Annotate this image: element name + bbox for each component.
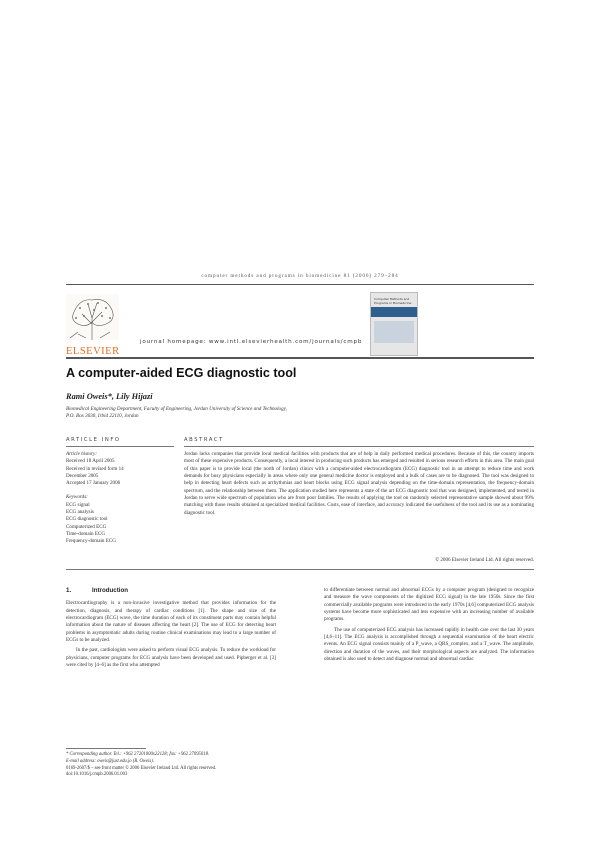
abstract-copyright: © 2006 Elsevier Ireland Ltd. All rights reserved. xyxy=(435,557,534,563)
journal-cover-title: Computer Methods and Programs in Biomedicine xyxy=(374,297,412,305)
introduction-heading xyxy=(66,587,276,594)
keyword-item: Frequency-domain ECG xyxy=(66,538,116,545)
elsevier-wordmark: ELSEVIER xyxy=(66,346,120,357)
doi-note: doi:10.1016/j.cmpb.2006.01.003 xyxy=(66,772,128,778)
keyword-item: ECG signal xyxy=(66,501,90,508)
cover-band xyxy=(371,307,417,317)
email-note: E-mail address: oweis@just.edu.jo (R. Oweis). xyxy=(66,758,154,764)
footnote-rule xyxy=(66,748,146,749)
abstract-rule xyxy=(184,446,534,447)
paragraph: to differentiate between normal and abnormal ECGs by a computer program (designed to recognize and measure the wave components of the digitized ECG signal) in the late 1950s. Since the first commercially available programs were introduced in the early 1970s [4,6] computerized ECG analysis systems have become more sophisticated and less expensive with an increasing number of available programs. xyxy=(324,587,534,623)
intro-left-column xyxy=(66,587,276,672)
article-authors: Rami Oweis*, Lily Hijazi xyxy=(66,392,153,401)
journal-homepage: journal homepage: www.intl.elsevierhealth.com/journals/cmpb xyxy=(140,339,363,345)
article-history-label: Article history: xyxy=(66,451,97,457)
keywords-label: Keywords: xyxy=(66,494,88,501)
elsevier-tree-icon xyxy=(66,294,119,340)
abstract-bottom-rule xyxy=(66,569,534,570)
footnotes xyxy=(66,752,366,779)
keyword-item: ECG diagnostic tool xyxy=(66,516,108,523)
paragraph: Electrocardiography is a non-invasive investigative method that provides information for the detection, diagnosis, and therapy of cardiac conditions [1]. The shape and size of the electrocardiogram (ECG) wave, the time duration of each of its constituent parts may contain helpful information about the nature of diseases affecting the heart [2]. The use of ECG for detecting heart problems in asymptomatic adults during routine clinical examinations may lead to a large number of ECGs to be analyzed. xyxy=(66,600,276,644)
issn-note: 0169-2607/$ – see front matter © 2006 Elsevier Ireland Ltd. All rights reserved. xyxy=(66,765,217,771)
header-top-rule xyxy=(66,284,534,285)
history-item: Received in revised form 14 xyxy=(66,465,124,472)
abstract-text: Jordan lacks companies that provide local medical facilities with products that are of help in daily performed medical procedures. Because of this, the country imports most of these expensive products. Consequently, a local interest in producing such products has emerged and resulted in serious research efforts in this area. The main goal of this paper is to provide local (the north of Jordan) clinics with a computer-aided electrocardiogram (ECG) diagnostic tool in an attempt to reduce time and work demands for busy physicians especially in areas where only one general medicine doctor is employed and a bulk of cases are to be diagnosed. The tool was designed to help in detecting heart defects such as arrhythmias and heart blocks using ECG signal analysis depending on the time-domain representation, the frequency-domain spectrum, and the relationship between them. The application studied here represents a state of the art ECG diagnostic tool that was designed, implemented, and tested in Jordan to serve wide spectrum of population who are from poor families. The results of applying the tool on randomly selected representative sample showed about 99% matching with those results obtained at specialized medical facilities. Costs, ease of interface, and accuracy indicated the usefulness of the tool and its use as a nominating diagnostic tool. xyxy=(184,451,534,516)
journal-citation-line: computer methods and programs in biomedicine 81 (2006) 279–284 xyxy=(201,273,399,279)
cover-panel xyxy=(374,321,414,343)
section-number: 1. xyxy=(66,587,72,594)
history-item: Received 18 April 2005 xyxy=(66,458,115,465)
keyword-item: ECG analysis xyxy=(66,509,94,516)
article-info-rule xyxy=(66,446,174,447)
section-title: Introduction xyxy=(92,587,129,594)
history-item: December 2005 xyxy=(66,472,99,479)
affiliation-line-2: P.O. Box 3030, Irbid 22110, Jordan xyxy=(66,413,139,420)
journal-cover-thumbnail xyxy=(370,292,418,356)
paragraph: The use of computerized ECG analysis has increased rapidly in health care over the last 30 years [4,6–11]. The ECG analysis is accomplished through a sequential examination of the heart electric events. An ECG signal consists mainly of a P_wave, a QRS_complex, and a T_wave. The amplitude, direction and duration of the waves, and their morphological aspects are analyzed. The information obtained is also used to detect and diagnose normal and abnormal cardiac xyxy=(324,626,534,663)
abstract-heading: ABSTRACT xyxy=(184,437,224,443)
history-item: Accepted 17 January 2006 xyxy=(66,480,121,487)
affiliation-line-1: Biomedical Engineering Department, Faculty of Engineering, Jordan University of Science and Technology, xyxy=(66,406,287,412)
paragraph: In the past, cardiologists were asked to perform visual ECG analysis. To reduce the workload for physicians, computer programs for ECG analysis have been developed and used. Pipberger et al. [3] were cited by [4–6] as the first who attempted xyxy=(66,647,276,669)
elsevier-logo xyxy=(66,294,120,357)
corresponding-author-note: * Corresponding author. Tel.: +962 27201000x22128; fax: +962 27095018. xyxy=(66,752,210,757)
article-info-heading: ARTICLE INFO xyxy=(66,437,121,443)
intro-right-column xyxy=(324,587,534,666)
article-title: A computer-aided ECG diagnostic tool xyxy=(66,366,297,380)
header-bottom-rule xyxy=(66,357,534,359)
article-info xyxy=(66,451,174,546)
keyword-item: Time-domain ECG xyxy=(66,530,106,537)
keyword-item: Computerized ECG xyxy=(66,523,107,530)
author-affiliation xyxy=(66,406,356,421)
